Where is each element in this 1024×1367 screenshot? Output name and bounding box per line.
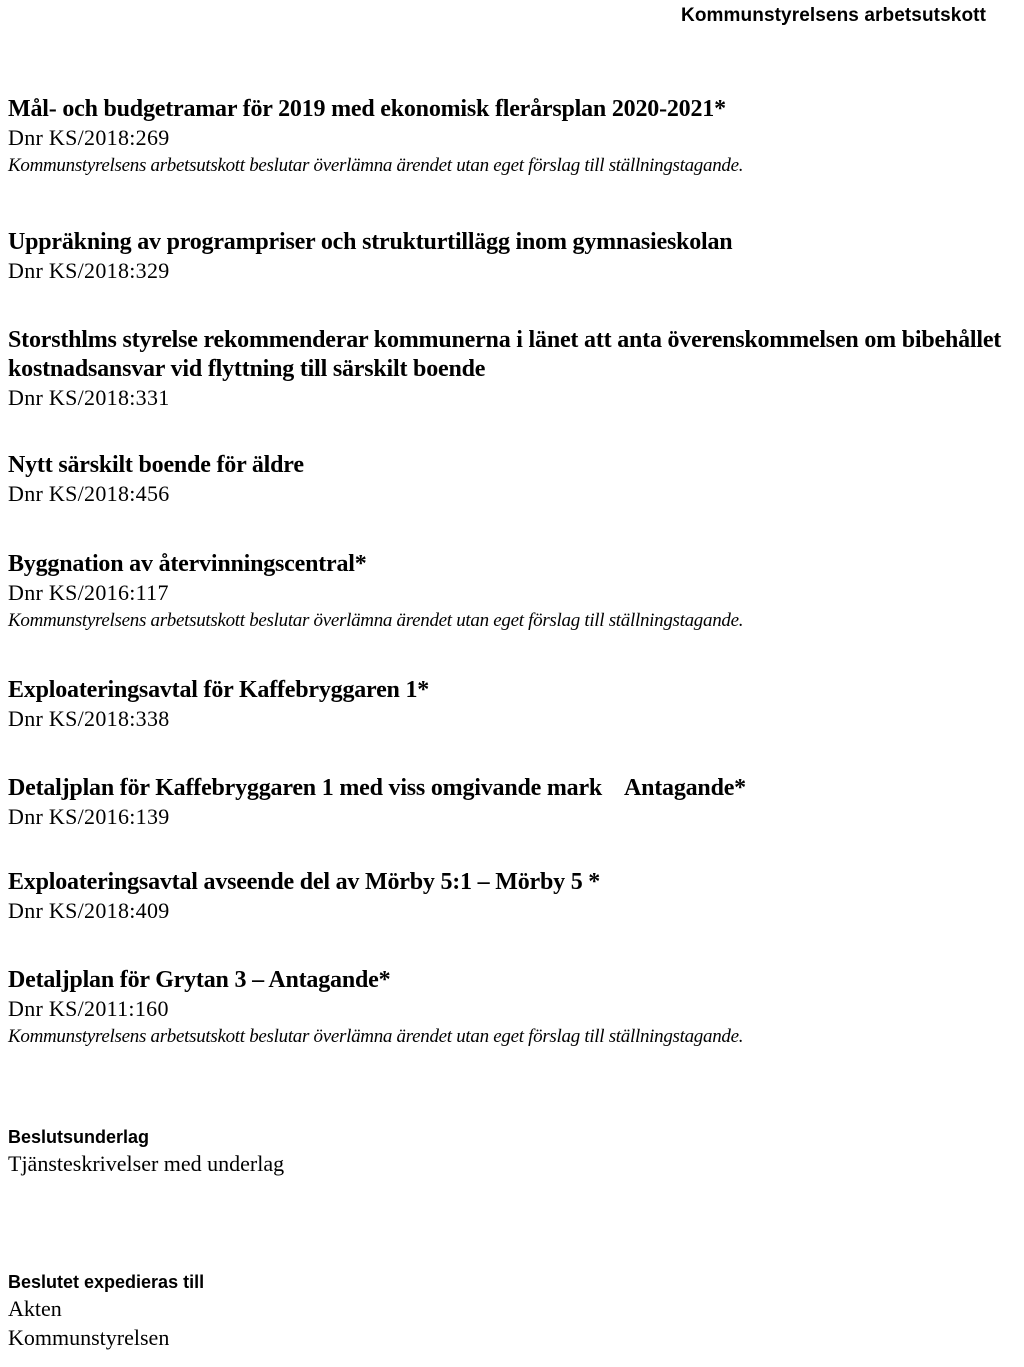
item-dnr: Dnr KS/2018:329	[8, 258, 170, 283]
item-dnr: Dnr KS/2011:160	[8, 996, 169, 1021]
item-title: Uppräkning av programpriser och strukturtillägg inom gymnasieskolan	[8, 229, 733, 255]
agenda-item	[8, 228, 1020, 285]
agenda-item	[8, 550, 1020, 634]
section-heading: Beslutsunderlag	[8, 1127, 150, 1147]
item-note: Kommunstyrelsens arbetsutskott beslutar överlämna ärendet utan eget förslag till ställningstagande.	[8, 1026, 744, 1047]
agenda-item	[8, 774, 1020, 831]
section-line: Akten	[8, 1296, 62, 1321]
item-note: Kommunstyrelsens arbetsutskott beslutar överlämna ärendet utan eget förslag till ställningstagande.	[8, 155, 744, 176]
item-dnr: Dnr KS/2018:331	[8, 385, 170, 410]
item-dnr: Dnr KS/2018:269	[8, 125, 170, 150]
agenda-item	[8, 676, 1020, 733]
item-title: Detaljplan för Grytan 3 – Antagande*	[8, 967, 391, 993]
item-title: Byggnation av återvinningscentral*	[8, 551, 367, 577]
committee-header: Kommunstyrelsens arbetsutskott	[681, 5, 986, 26]
item-dnr: Dnr KS/2016:139	[8, 804, 170, 829]
agenda-item	[8, 95, 1020, 179]
item-dnr: Dnr KS/2018:456	[8, 481, 170, 506]
item-title: Storsthlms styrelse rekommenderar kommunerna i länet att anta överenskommelsen om bibehållet kostnadsansvar vid flyttning till särskilt boende	[8, 327, 1002, 382]
item-title: Exploateringsavtal avseende del av Mörby 5:1 – Mörby 5 *	[8, 869, 601, 895]
expedieras-section	[8, 1270, 908, 1352]
item-dnr: Dnr KS/2018:338	[8, 706, 170, 731]
agenda-item	[8, 966, 1020, 1050]
beslutsunderlag-section	[8, 1125, 908, 1178]
item-dnr: Dnr KS/2018:409	[8, 898, 170, 923]
section-line: Tjänsteskrivelser med underlag	[8, 1151, 285, 1176]
agenda-item	[8, 326, 1020, 412]
agenda-item	[8, 868, 1020, 925]
item-title: Mål- och budgetramar för 2019 med ekonomisk flerårsplan 2020-2021*	[8, 96, 726, 122]
section-line: Kommunstyrelsen	[8, 1325, 170, 1350]
section-heading: Beslutet expedieras till	[8, 1272, 205, 1292]
item-title: Detaljplan för Kaffebryggaren 1 med viss omgivande mark Antagande*	[8, 775, 746, 801]
item-title: Exploateringsavtal för Kaffebryggaren 1*	[8, 677, 430, 703]
item-dnr: Dnr KS/2016:117	[8, 580, 169, 605]
item-note: Kommunstyrelsens arbetsutskott beslutar överlämna ärendet utan eget förslag till ställningstagande.	[8, 610, 744, 631]
agenda-item	[8, 451, 1020, 508]
item-title: Nytt särskilt boende för äldre	[8, 452, 304, 478]
